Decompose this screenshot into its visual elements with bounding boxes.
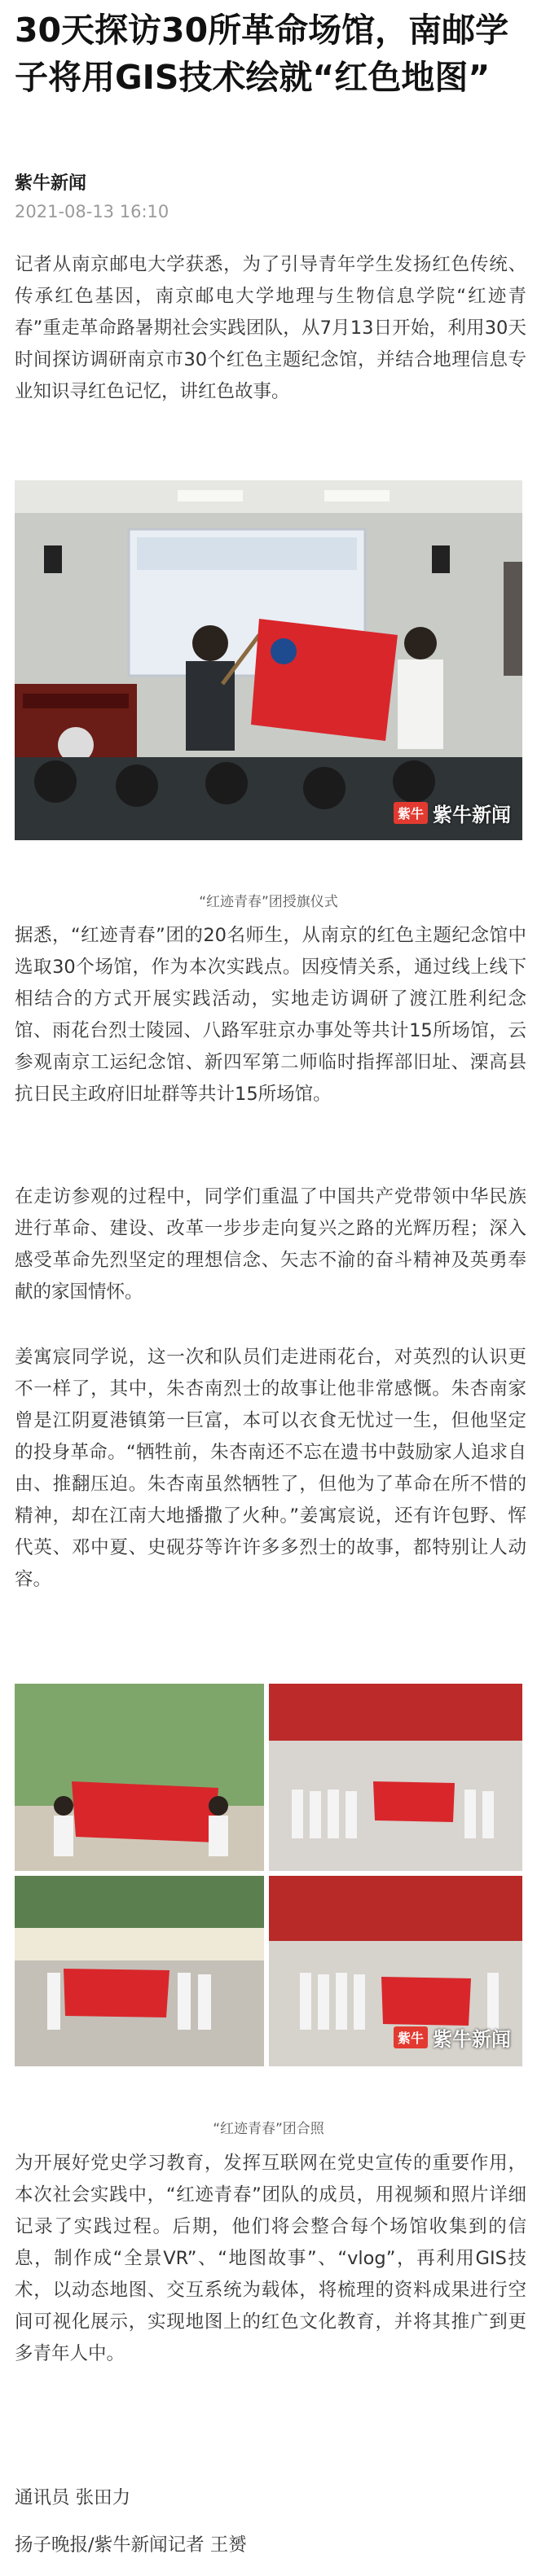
watermark — [394, 2023, 511, 2052]
watermark-badge: 紫牛 — [394, 2026, 428, 2048]
watermark — [394, 799, 511, 827]
paragraph-intro: 记者从南京邮电大学获悉，为了引导青年学生发扬红色传统、传承红色基因，南京邮电大学地理与生物信息学院“红迹青春”重走革命路暑期社会实践团队，从7月13日开始，利用30天时间探访调研南京市30个红色主题纪念馆，并结合地理信息专业知识寻红色记忆，讲红色故事。 — [15, 254, 526, 402]
flag-ceremony-photo — [15, 480, 522, 840]
publish-date: 2021-08-13 16:10 — [15, 202, 169, 221]
watermark-text: 紫牛新闻 — [433, 804, 511, 826]
watermark-text: 紫牛新闻 — [433, 2028, 511, 2051]
paragraph-story: 姜寓宸同学说，这一次和队员们走进雨花台，对英烈的认识更不一样了，其中，朱杏南烈士的故事让他非常感慨。朱杏南家曾是江阴夏港镇第一巨富，本可以衣食无忧过一生，但他坚定的投身革命。“牺牲前，朱杏南还不忘在遗书中鼓励家人追求自由、推翻压迫。朱杏南虽然牺牲了，但他为了革命在所不惜的精神，却在江南大地播撒了火种。”姜寓宸说，还有许包野、恽代英、邓中夏、史砚芬等许许多多烈士的故事，都特别让人动容。 — [15, 1347, 526, 1590]
article-title: 30天探访30所革命场馆，南邮学子将用GIS技术绘就“红色地图” — [15, 11, 509, 97]
source-link[interactable]: 紫牛新闻 — [15, 173, 87, 194]
reporter-byline: 扬子晚报/紫牛新闻记者 王赟 — [15, 2534, 247, 2556]
paragraph-visits: 据悉，“红迹青春”团的20名师生，从南京的红色主题纪念馆中选取30个场馆，作为本次实践点。因疫情关系，通过线上线下相结合的方式开展实践活动，实地走访调研了渡江胜利纪念馆、雨花台烈士陵园、八路军驻京办事处等共计15所场馆，云参观南京工运纪念馆、新四军第二师临时指挥部旧址、溧高县抗日民主政府旧址群等共计15所场馆。 — [15, 925, 526, 1105]
paragraph-outreach: 为开展好党史学习教育，发挥互联网在党史宣传的重要作用，本次社会实践中，“红迹青春”团队的成员，用视频和照片详细记录了实践过程。后期，他们将会整合每个场馆收集到的信息，制作成“全景VR”、“地图故事”、“vlog”，再利用GIS技术，以动态地图、交互系统为载体，将梳理的资料成果进行空间可视化展示，实现地图上的红色文化教育，并将其推广到更多青年人中。 — [15, 2153, 526, 2364]
paragraph-reflection: 在走访参观的过程中，同学们重温了中国共产党带领中华民族进行革命、建设、改革一步步走向复兴之路的光辉历程；深入感受革命先烈坚定的理想信念、矢志不渝的奋斗精神及英勇奉献的家国情怀。 — [15, 1186, 526, 1303]
correspondent-byline: 通讯员 张田力 — [15, 2487, 131, 2508]
watermark-badge: 紫牛 — [394, 802, 428, 824]
caption-group-photo: “红迹青春”团合照 — [213, 2121, 324, 2137]
caption-flag-ceremony: “红迹青春”团授旗仪式 — [199, 894, 338, 910]
group-photo-collage — [15, 1684, 522, 2066]
